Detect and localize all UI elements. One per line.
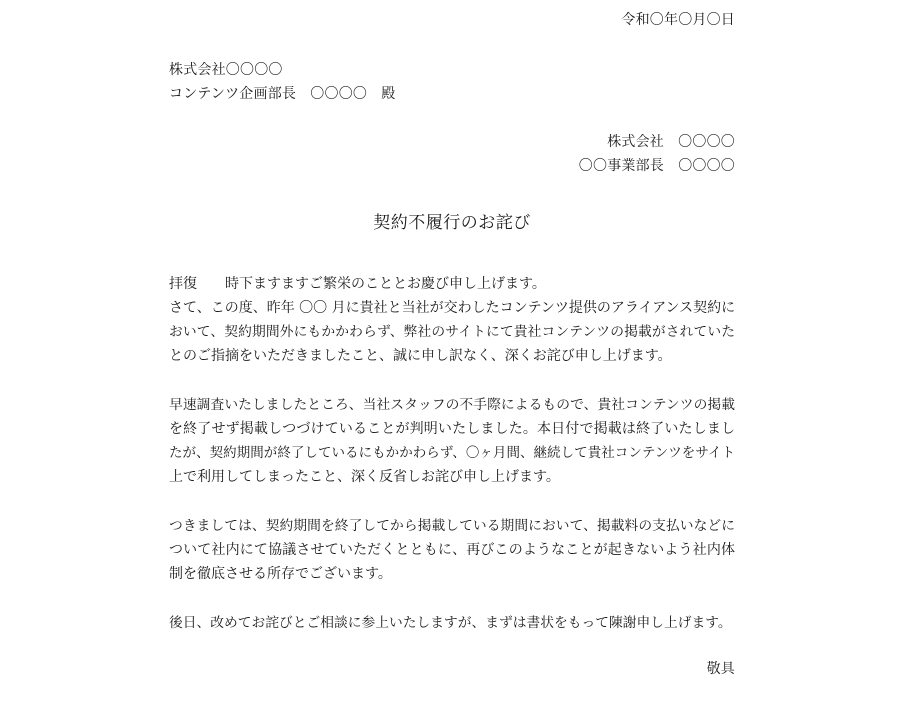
body-line: 早速調査いたしましたところ、当社スタッフの不手際によるもので、貴社コンテンツの掲載 [169, 397, 735, 413]
recipient-company: 株式会社〇〇〇〇 [169, 62, 283, 78]
body-line: 上で利用してしまったこと、深く反省しお詫び申し上げます。 [169, 469, 560, 485]
body-line: とのご指摘をいただきましたこと、誠に申し訳なく、深くお詫び申し上げます。 [169, 348, 672, 364]
sender-person: 〇〇事業部長 〇〇〇〇 [578, 158, 735, 174]
sender-company: 株式会社 〇〇〇〇 [607, 134, 735, 150]
letter-page [169, 0, 735, 706]
body-line: おいて、契約期間外にもかかわらず、弊社のサイトにて貴社コンテンツの掲載がされていた [169, 324, 735, 340]
recipient-person: コンテンツ企画部長 〇〇〇〇 殿 [169, 86, 396, 102]
body-line: 後日、改めてお詫びとご相談に参上いたしますが、まずは書状をもって陳謝申し上げます。 [169, 615, 732, 631]
body-line: さて、この度、昨年 〇〇 月に貴社と当社が交わしたコンテンツ提供のアライアンス契約に [169, 300, 736, 316]
letter-title: 契約不履行のお詫び [373, 213, 531, 233]
body-line: たが、契約期間が終了しているにもかかわらず、〇ヶ月間、継続して貴社コンテンツをサイト [169, 445, 735, 461]
body-line: 制を徹底させる所存でございます。 [169, 566, 392, 582]
body-line: 拝復 時下ますますご繁栄のこととお慶び申し上げます。 [169, 276, 546, 292]
body-line: を終了せず掲載しつづけていることが判明いたしました。本日付で掲載は終了いたしまし [169, 421, 735, 437]
letter-date: 令和〇年〇月〇日 [621, 12, 735, 28]
body-line: ついて社内にて協議させていただくとともに、再びこのようなことが起きないよう社内体 [169, 542, 735, 558]
closing-word: 敬具 [706, 661, 735, 677]
body-line: つきましては、契約期間を終了してから掲載している期間において、掲載料の支払いなどに [169, 518, 735, 534]
